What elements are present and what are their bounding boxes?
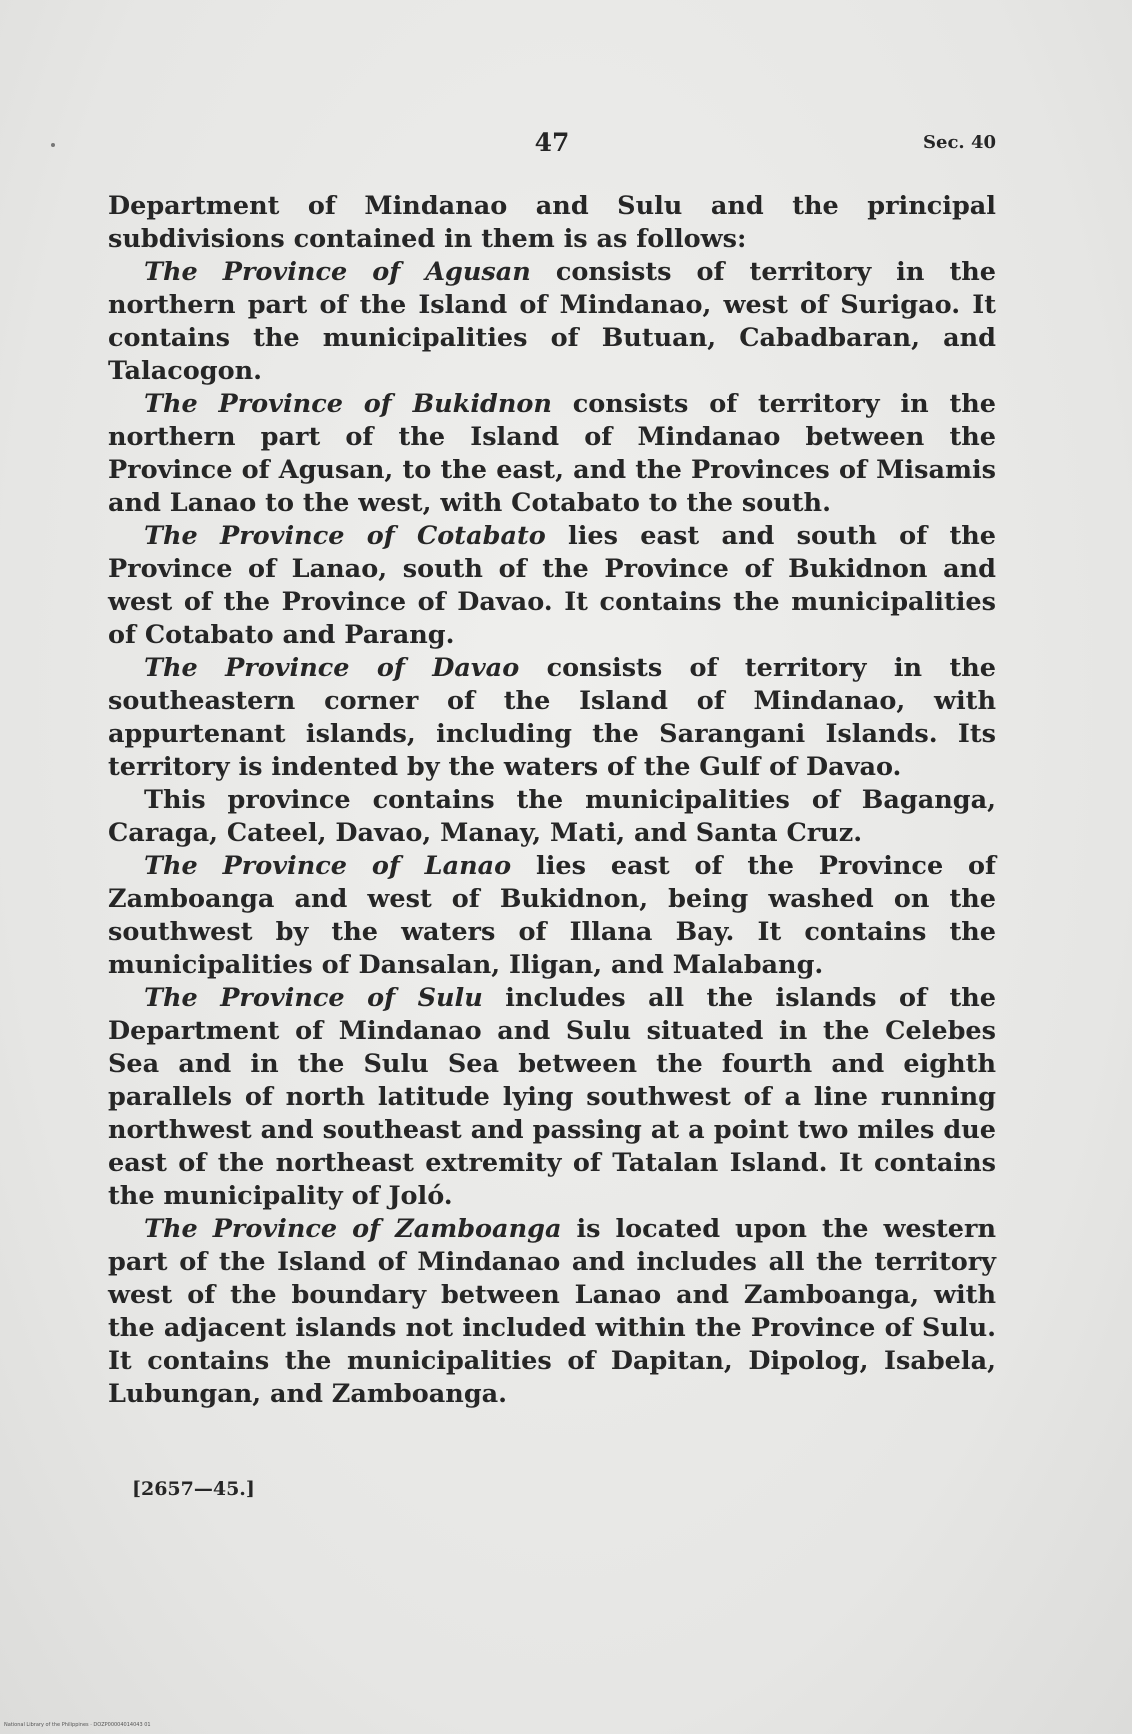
paragraph-text: consists of territory in the northern part of the Island of Mindanao, west of Surigao. It contains the municipalities of Butuan, Cabadbaran, and Talacogon. [108, 257, 996, 386]
province-name: The Province of Sulu [144, 983, 483, 1013]
paragraph-davao-municipalities [108, 784, 996, 850]
province-name: The Province of Cotabato [144, 521, 546, 551]
page-number: 47 [534, 128, 570, 157]
paragraph-bukidnon [108, 388, 996, 520]
paragraph-lanao [108, 850, 996, 982]
paragraph-text: Department of Mindanao and Sulu and the principal subdivisions contained in them is as follows: [108, 191, 996, 254]
page-header [108, 128, 996, 164]
archive-stamp: National Library of the Philippines · DOZP00004014043 01 [4, 1722, 151, 1728]
paragraph-text: includes all the islands of the Department of Mindanao and Sulu situated in the Celebes Sea and in the Sulu Sea between the fourth and eighth parallels of north latitude lying southwest of a line running northwest and southeast and passing at a point two miles due east of the northeast extremity of Tatalan Island. It contains the municipality of Joló. [108, 983, 996, 1211]
province-name: The Province of Agusan [144, 257, 531, 287]
paragraph-text: is located upon the western part of the Island of Mindanao and includes all the territory west of the boundary between Lanao and Zamboanga, with the adjacent islands not included within the Province of Sulu. It contains the municipalities of Dapitan, Dipolog, Isabela, Lubungan, and Zamboanga. [108, 1214, 996, 1409]
paragraph-intro [108, 190, 996, 256]
paragraph-text: consists of territory in the southeastern corner of the Island of Mindanao, with appurtenant islands, including the Sarangani Islands. Its territory is indented by the waters of the Gulf of Davao. [108, 653, 997, 782]
paragraph-text: lies east and south of the Province of Lanao, south of the Province of Bukidnon and west of the Province of Davao. It contains the municipalities of Cotabato and Parang. [108, 521, 996, 650]
paragraph-text: This province contains the municipalities of Baganga, Caraga, Cateel, Davao, Manay, Mati, and Santa Cruz. [108, 785, 996, 848]
province-name: The Province of Bukidnon [144, 389, 552, 419]
paragraph-davao [108, 652, 996, 784]
document-code: [2657—45.] [132, 1478, 255, 1500]
paragraph-text: consists of territory in the northern part of the Island of Mindanao between the Province of Agusan, to the east, and the Provinces of Misamis and Lanao to the west, with Cotabato to the south. [108, 389, 996, 518]
margin-mark [51, 143, 55, 147]
paragraph-zamboanga [108, 1213, 996, 1411]
province-name: The Province of Lanao [144, 851, 512, 881]
province-name: The Province of Zamboanga [144, 1214, 562, 1244]
province-name: The Province of Davao [144, 653, 520, 683]
paragraph-agusan [108, 256, 996, 388]
paragraph-text: lies east of the Province of Zamboanga and west of Bukidnon, being washed on the southwest by the waters of Illana Bay. It contains the municipalities of Dansalan, Iligan, and Malabang. [108, 851, 996, 980]
section-reference: Sec. 40 [923, 132, 996, 153]
paragraph-sulu [108, 982, 996, 1213]
paragraph-cotabato [108, 520, 996, 652]
body-text [108, 190, 996, 1411]
